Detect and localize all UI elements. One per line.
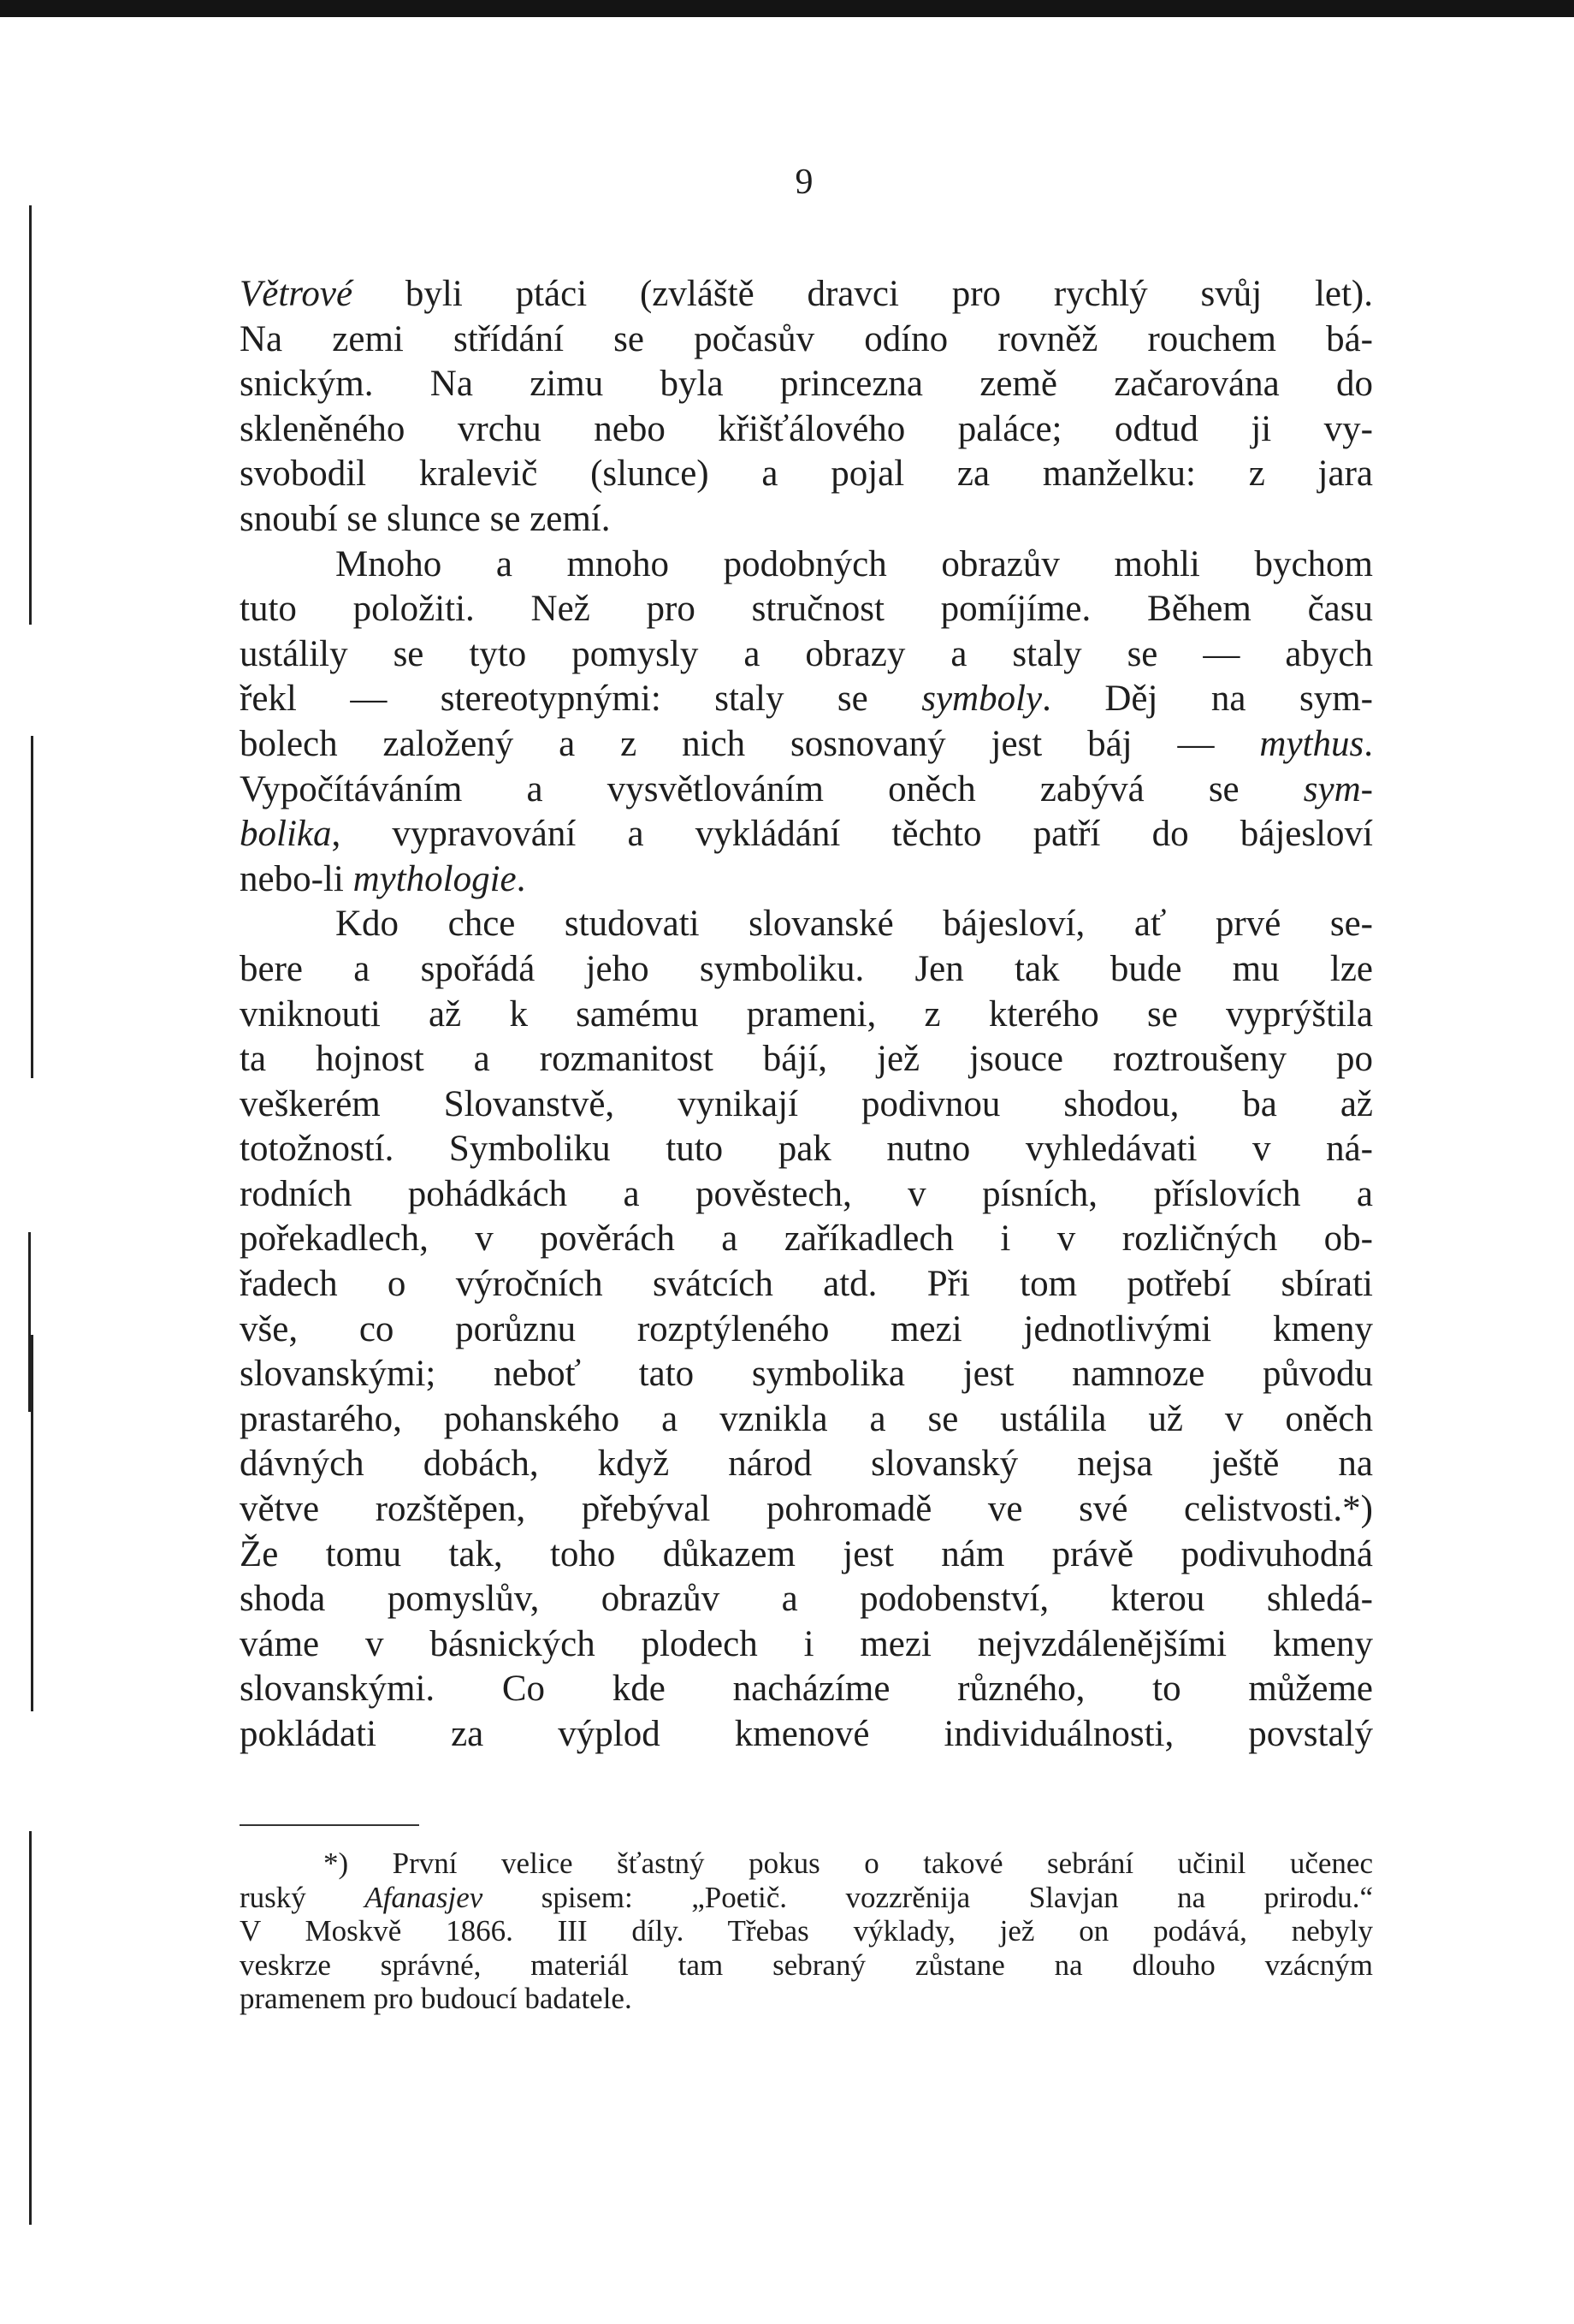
text-line: [240, 272, 1373, 317]
scan-left-edge-mark: [29, 205, 32, 625]
text-line: [240, 1037, 1373, 1082]
text-line: [240, 1622, 1373, 1668]
text-segment: skleněného vrchu nebo křišťálového paláce; odtud ji vy-: [240, 408, 1373, 449]
text-line: [240, 677, 1373, 722]
text-segment: slovanskými; neboť tato symbolika jest namnoze původu: [240, 1354, 1373, 1395]
text-segment: totožností. Symboliku tuto pak nutno vyhledávati v ná-: [240, 1129, 1373, 1170]
text-segment: V Moskvě 1866. III díly. Třebas výklady, jež on podává, nebyly: [240, 1914, 1373, 1948]
text-line: [240, 1172, 1373, 1218]
text-segment: , vypravování a vykládání těchto patří do bájesloví: [331, 814, 1373, 855]
body-text: [240, 272, 1373, 1758]
text-segment: ruský: [240, 1880, 365, 1914]
text-line: [240, 452, 1373, 497]
text-segment: veškerém Slovanstvě, vynikají podivnou shodou, ba až: [240, 1083, 1373, 1124]
text-line: [240, 587, 1373, 632]
text-segment: bere a spořádá jeho symboliku. Jen tak bude mu lze: [240, 948, 1373, 989]
text-line: [240, 542, 1373, 588]
text-line: [240, 1397, 1373, 1443]
text-segment: rodních pohádkách a pověstech, v písních, příslovích a: [240, 1173, 1373, 1214]
text-segment: dávných dobách, když národ slovanský nejsa ještě na: [240, 1444, 1373, 1485]
text-segment: pořekadlech, v pověrách a zaříkadlech i v rozličných ob-: [240, 1218, 1373, 1260]
text-segment: řadech o výročních svátcích atd. Při tom potřebí sbírati: [240, 1264, 1373, 1305]
text-segment: tuto položiti. Než pro stručnost pomíjíme. Během času: [240, 589, 1373, 630]
text-segment: Vypočítáváním a vysvětlováním oněch zabývá se: [240, 768, 1304, 809]
text-segment: .: [516, 858, 526, 899]
text-line: [240, 1667, 1373, 1712]
text-segment: Mnoho a mnoho podobných obrazův mohli bychom: [335, 543, 1373, 584]
text-line: [240, 1577, 1373, 1622]
text-segment: snickým. Na zimu byla princezna země začarována do: [240, 364, 1373, 405]
footnote-rule: [240, 1824, 419, 1826]
text-line: [240, 1881, 1373, 1915]
scan-left-edge-mark: [31, 1335, 33, 1711]
text-segment: bolech založený a z nich sosnovaný jest báj —: [240, 723, 1260, 764]
text-line: [240, 902, 1373, 947]
italic-term: Afanasjev: [364, 1880, 483, 1914]
text-segment: snoubí se slunce se zemí.: [240, 498, 611, 539]
scan-left-edge-mark: [31, 736, 33, 1078]
text-segment: .: [1364, 723, 1373, 764]
text-line: [240, 407, 1373, 453]
text-line: [240, 1712, 1373, 1758]
page-number: 9: [795, 163, 814, 202]
text-line: [240, 812, 1373, 857]
text-segment: shoda pomyslův, obrazův a podobenství, kterou shledá-: [240, 1579, 1373, 1620]
text-line: [240, 1217, 1373, 1262]
text-line: [240, 857, 1373, 903]
text-segment: pramenem pro budoucí badatele.: [240, 1982, 632, 2015]
text-segment: pokládati za výplod kmenové individuálnosti, povstalý: [240, 1714, 1373, 1754]
scan-top-edge: [0, 0, 1574, 17]
text-line: [240, 1442, 1373, 1487]
text-line: [240, 1082, 1373, 1128]
footnote: [240, 1847, 1373, 2016]
text-segment: vše, co porůznu rozptýleného mezi jednotlivými kmeny: [240, 1308, 1373, 1349]
text-segment: vniknouti až k samému prameni, z kterého se vyprýštila: [240, 993, 1373, 1035]
text-segment: řekl — stereotypnými: staly se: [240, 679, 922, 720]
text-line: [240, 1127, 1373, 1172]
italic-term: sym-: [1303, 768, 1373, 809]
text-line: [240, 317, 1373, 363]
text-segment: veskrze správné, materiál tam sebraný zůstane na dlouho vzácným: [240, 1948, 1373, 1982]
text-line: [240, 632, 1373, 678]
text-segment: *) První velice šťastný pokus o takové sebrání učinil učenec: [323, 1847, 1373, 1880]
scan-left-edge-mark: [29, 1831, 32, 2225]
text-segment: . Děj na sym-: [1042, 679, 1373, 720]
italic-term: symboly: [921, 679, 1043, 720]
text-segment: větve rozštěpen, přebýval pohromadě ve své celistvosti.*): [240, 1489, 1373, 1530]
text-line: [240, 362, 1373, 407]
text-segment: byli ptáci (zvláště dravci pro rychlý svůj let).: [352, 274, 1373, 314]
text-line: [240, 1487, 1373, 1533]
text-segment: Že tomu tak, toho důkazem jest nám právě podivuhodná: [240, 1533, 1373, 1574]
italic-term: mythus: [1259, 723, 1364, 764]
text-segment: nebo-li: [240, 858, 353, 899]
text-segment: ustálily se tyto pomysly a obrazy a staly se — abych: [240, 633, 1373, 674]
text-line: [240, 768, 1373, 813]
text-segment: Kdo chce studovati slovanské bájesloví, ať prvé se-: [335, 904, 1373, 945]
text-line: [240, 1262, 1373, 1307]
text-line: [240, 1533, 1373, 1578]
text-segment: slovanskými. Co kde nacházíme různého, to můžeme: [240, 1669, 1373, 1710]
text-line: [240, 947, 1373, 993]
italic-term: Větrové: [240, 274, 353, 314]
text-line: [240, 1914, 1373, 1948]
text-line: [240, 993, 1373, 1038]
text-segment: ta hojnost a rozmanitost bájí, jež jsouce roztroušeny po: [240, 1039, 1373, 1080]
text-line: [240, 1948, 1373, 1983]
text-line: [240, 497, 1373, 542]
text-line: [240, 1307, 1373, 1353]
text-segment: váme v básnických plodech i mezi nejvzdálenějšími kmeny: [240, 1623, 1373, 1664]
text-line: [240, 1352, 1373, 1397]
text-line: [240, 1982, 1373, 2016]
italic-term: mythologie: [352, 858, 517, 899]
text-line: [240, 1847, 1373, 1881]
text-segment: svobodil kralevič (slunce) a pojal za manželku: z jara: [240, 454, 1373, 495]
text-segment: Na zemi střídání se počasův odíno rovněž rouchem bá-: [240, 318, 1373, 359]
text-segment: spisem: „Poetič. vozzrěnija Slavjan na prirodu.“: [482, 1880, 1373, 1914]
text-segment: prastarého, pohanského a vznikla a se ustálila už v oněch: [240, 1398, 1373, 1439]
italic-term: bolika: [240, 814, 332, 855]
text-line: [240, 722, 1373, 768]
